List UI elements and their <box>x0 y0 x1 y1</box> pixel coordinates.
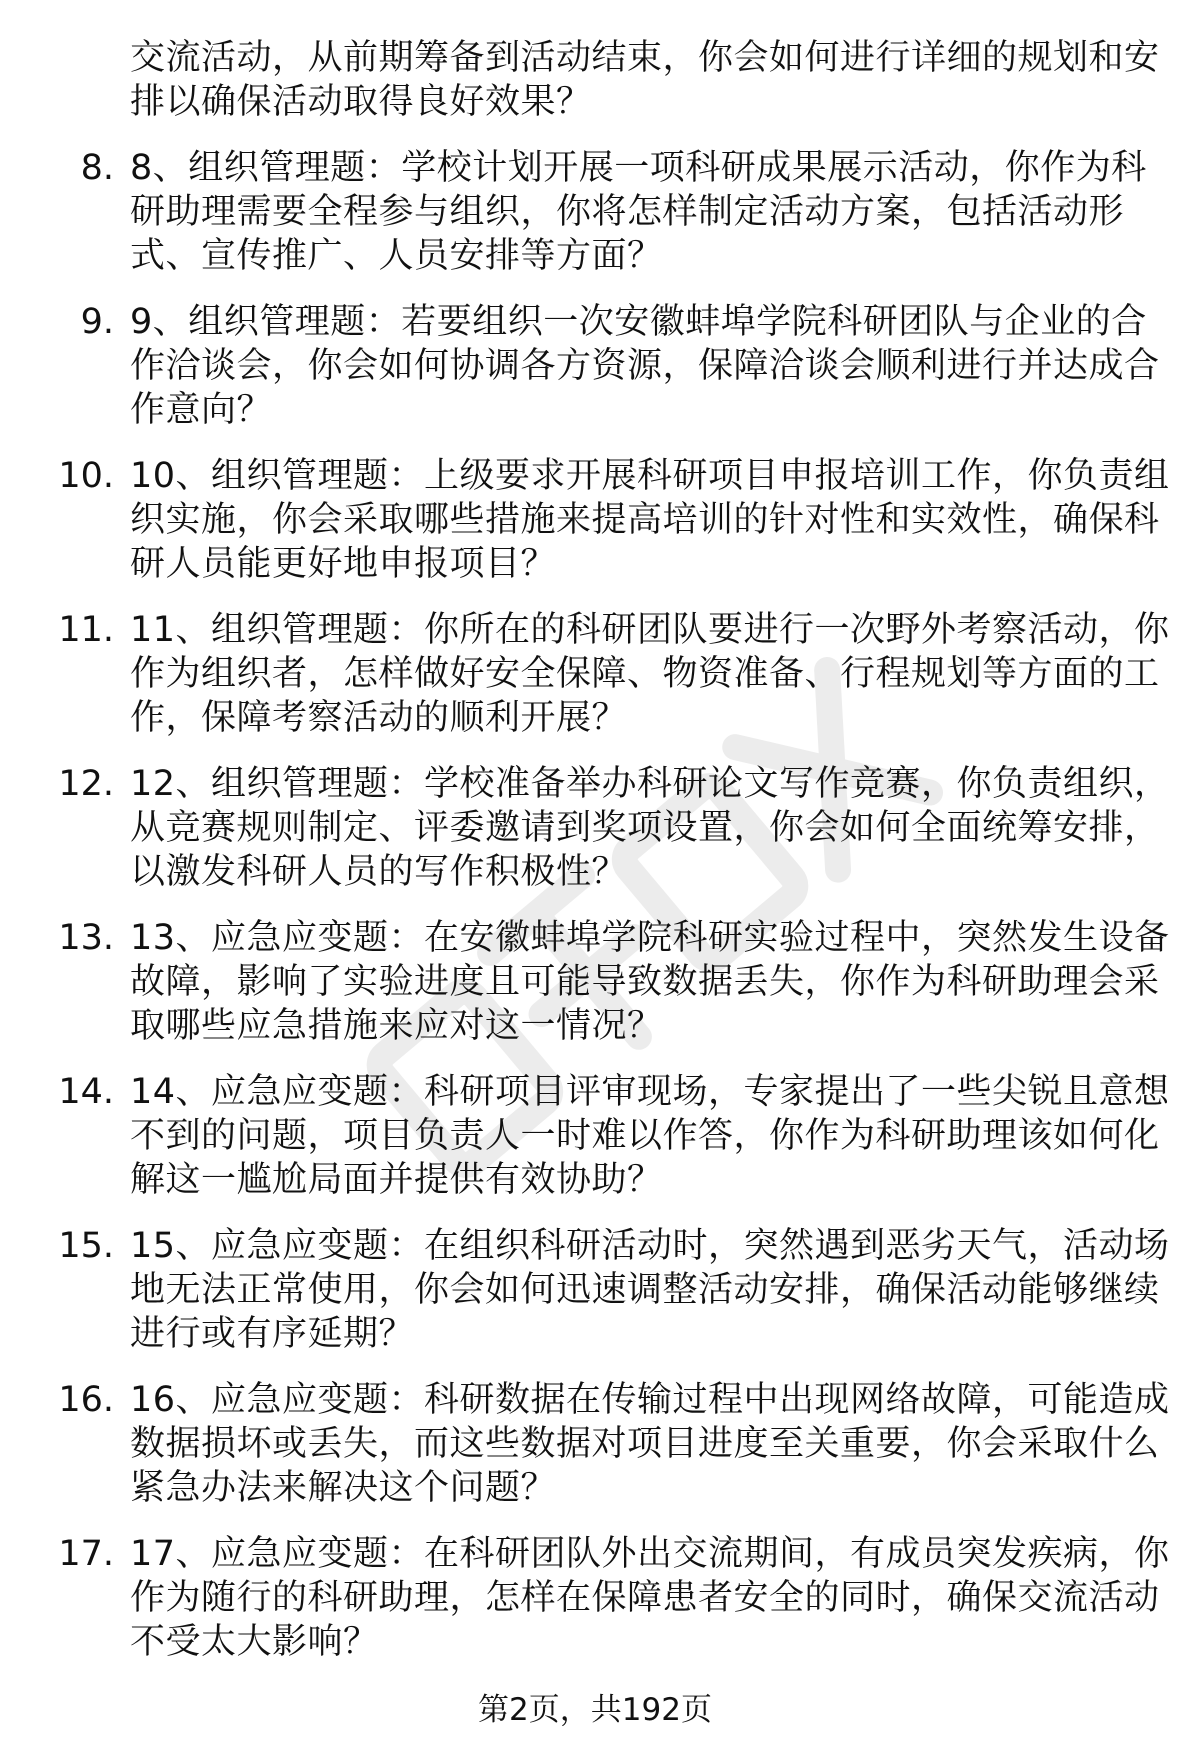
item-number: 13. <box>58 918 114 958</box>
item-text: 13、应急应变题：在安徽蚌埠学院科研实验过程中，突然发生设备故障，影响了实验进度且可能导致数据丢失，你作为科研助理会采取哪些应急措施来应对这一情况？ <box>130 918 1170 1046</box>
item-text: 14、应急应变题：科研项目评审现场，专家提出了一些尖锐且意想不到的问题，项目负责人一时难以作答，你作为科研助理该如何化解这一尴尬局面并提供有效协助？ <box>130 1072 1170 1200</box>
list-item <box>0 146 1190 278</box>
document-content <box>0 36 1190 1664</box>
list-item <box>0 454 1190 586</box>
list-item <box>0 608 1190 740</box>
item-number: 14. <box>58 1072 114 1112</box>
item-text: 10、组织管理题：上级要求开展科研项目申报培训工作，你负责组织实施，你会采取哪些措施来提高培训的针对性和实效性，确保科研人员能更好地申报项目？ <box>130 456 1170 584</box>
item-number: 9. <box>80 302 114 342</box>
list-item <box>0 1532 1190 1664</box>
item-text: 8、组织管理题：学校计划开展一项科研成果展示活动，你作为科研助理需要全程参与组织，你将怎样制定活动方案，包括活动形式、宣传推广、人员安排等方面？ <box>130 148 1147 276</box>
item-number: 11. <box>58 610 114 650</box>
item-text: 16、应急应变题：科研数据在传输过程中出现网络故障，可能造成数据损坏或丢失，而这些数据对项目进度至关重要，你会采取什么紧急办法来解决这个问题？ <box>130 1380 1170 1508</box>
list-item <box>0 1070 1190 1202</box>
item-text: 12、组织管理题：学校准备举办科研论文写作竞赛，你负责组织，从竞赛规则制定、评委邀请到奖项设置，你会如何全面统筹安排，以激发科研人员的写作积极性？ <box>130 764 1170 892</box>
item-number: 15. <box>58 1226 114 1266</box>
question-list <box>0 146 1190 1664</box>
item-number: 16. <box>58 1380 114 1420</box>
item-text: 17、应急应变题：在科研团队外出交流期间，有成员突发疾病，你作为随行的科研助理，怎样在保障患者安全的同时，确保交流活动不受太大影响？ <box>130 1534 1170 1662</box>
item-number: 8. <box>80 148 114 188</box>
item-text: 15、应急应变题：在组织科研活动时，突然遇到恶劣天气，活动场地无法正常使用，你会如何迅速调整活动安排，确保活动能够继续进行或有序延期？ <box>130 1226 1170 1354</box>
item-number: 12. <box>58 764 114 804</box>
list-item <box>0 1224 1190 1356</box>
item-text: 9、组织管理题：若要组织一次安徽蚌埠学院科研团队与企业的合作洽谈会，你会如何协调各方资源，保障洽谈会顺利进行并达成合作意向？ <box>130 302 1160 430</box>
continuation-paragraph: 交流活动，从前期筹备到活动结束，你会如何进行详细的规划和安排以确保活动取得良好效果？ <box>130 38 1160 122</box>
list-item <box>0 762 1190 894</box>
list-item <box>0 916 1190 1048</box>
page-number-label: 第2页，共192页 <box>478 1692 712 1728</box>
list-item <box>0 1378 1190 1510</box>
list-item <box>0 300 1190 432</box>
page-footer <box>0 1690 1190 1730</box>
item-number: 10. <box>58 456 114 496</box>
item-text: 11、组织管理题：你所在的科研团队要进行一次野外考察活动，你作为组织者，怎样做好安全保障、物资准备、行程规划等方面的工作，保障考察活动的顺利开展？ <box>130 610 1170 738</box>
item-number: 17. <box>58 1534 114 1574</box>
